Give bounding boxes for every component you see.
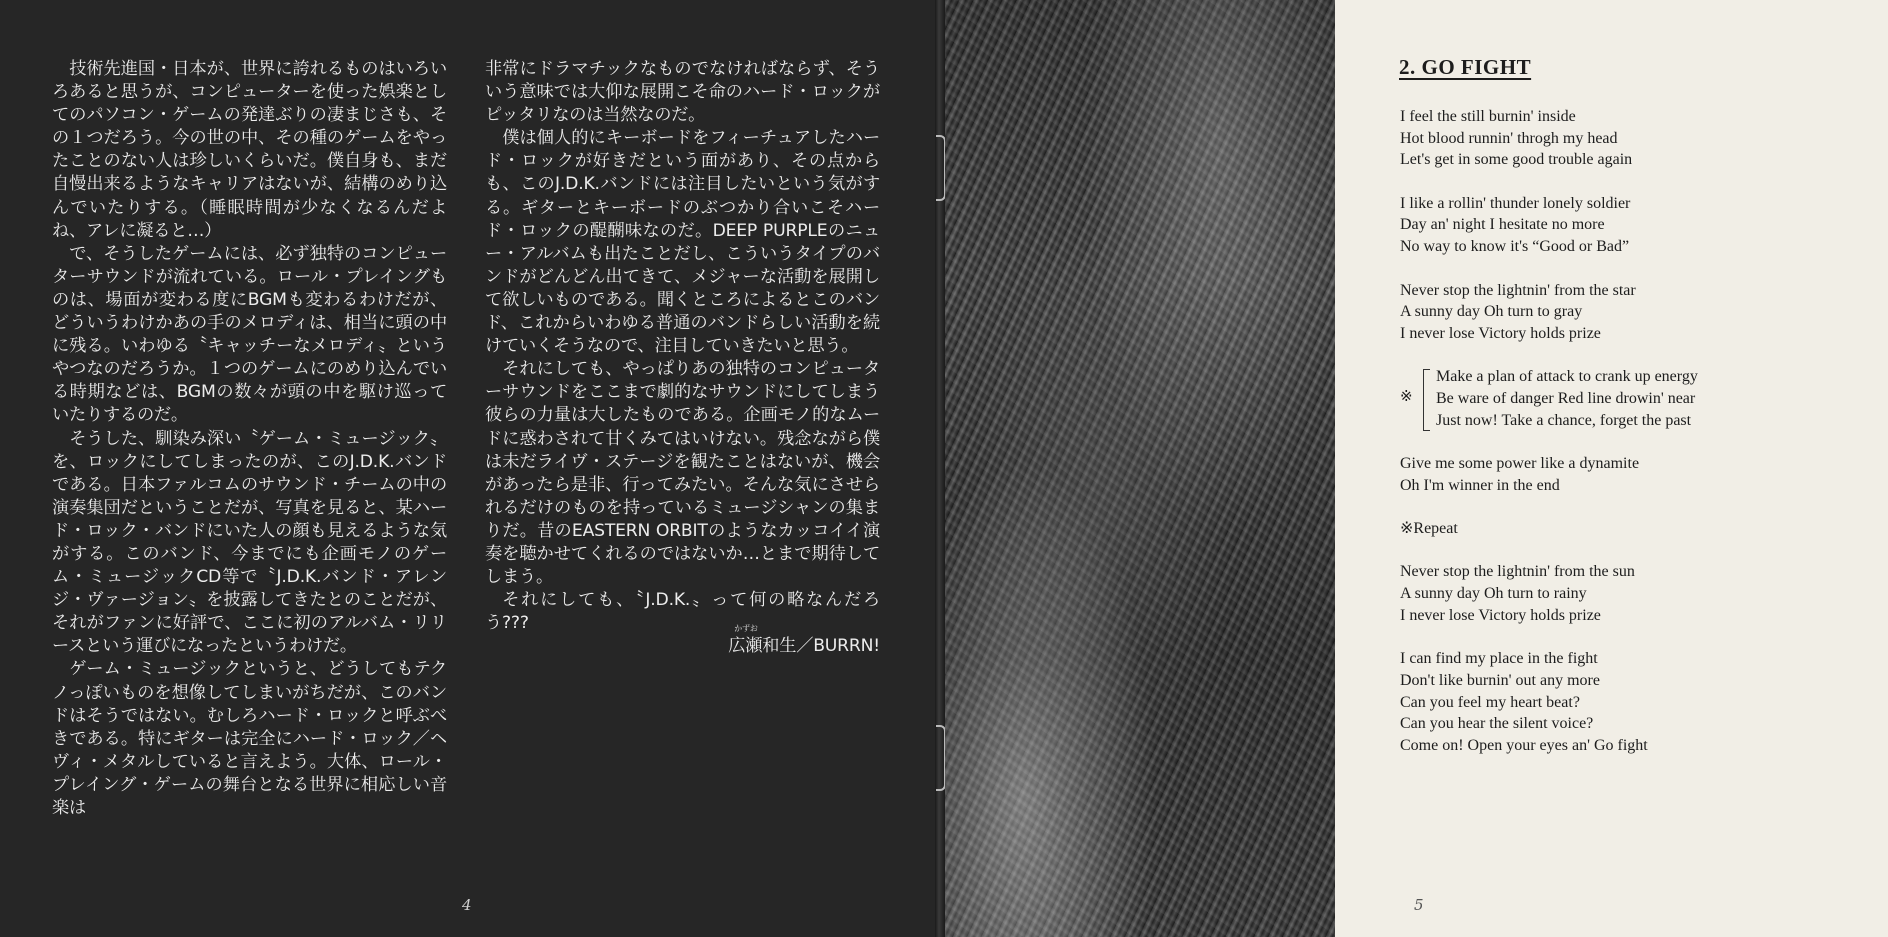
paragraph: 非常にドラマチックなものでなければならず、そういう意味では大仰な展開こそ命のハード・ロックがピッタリなのは当然なのだ。 [485, 59, 880, 126]
lyric-line: Never stop the lightnin' from the sun [1400, 563, 1635, 581]
liner-notes-column-2 [485, 58, 880, 658]
lyric-line: I like a rollin' thunder lonely soldier [1400, 194, 1631, 212]
chorus-block [1400, 366, 1870, 431]
lyric-line: Don't like burnin' out any more [1400, 671, 1600, 689]
chorus-bracket [1423, 369, 1430, 431]
author-name [711, 624, 797, 658]
paragraph: そうした、馴染み深い〝ゲーム・ミュージック〟を、ロックにしてしまったのが、このJ.D.K.バンドである。日本ファルコムのサウンド・チームの中の演奏集団だということだが、写真を見ると、某ハード・ロック・バンドにいた人の顔も見えるような気がする。このバンド、今までにも企画モノのゲーム・ミュージックCD等で〝J.D.K.バンド・アレンジ・ヴァージョン〟を披露してきたとのことだが、それがファンに好評で、ここに初のアルバム・リリースという運びになったというわけだ。 [52, 428, 447, 657]
author-signature [485, 624, 880, 658]
liner-notes-column-1 [52, 58, 447, 820]
paragraph: それにしても、やっぱりあの独特のコンピューターサウンドをここまで劇的なサウンドにしてしまう彼らの力量は大したものである。企画モノ的なムードに惑わされて甘くみてはいけない。残念ながら僕は未だライヴ・ステージを観たことはないが、機会があったら是非、行ってみたい。そんな気にさせられるだけのものを持っているミュージシャンの集まりだ。昔のEASTERN ORBITのようなカッコイイ演奏を聴かせてくれるのではないか…とまで期待してしまう。 [485, 359, 880, 588]
lyric-line: Hot blood runnin' throgh my head [1400, 129, 1618, 147]
lyric-line: A sunny day Oh turn to gray [1400, 303, 1583, 321]
paragraph: ゲーム・ミュージックというと、どうしてもテクノっぽいものを想像してしまいがちだが、このバンドはそうではない。むしろハード・ロックと呼ぶべきである。特にギターは完全にハード・ロック／ヘヴィ・メタルしていると言えよう。大体、ロール・プレイング・ゲームの舞台となる世界に相応しい音楽は [52, 659, 447, 818]
paragraph: 僕は個人的にキーボードをフィーチュアしたハード・ロックが好きだという面があり、その点からも、このJ.D.K.バンドには注目したいという気がする。ギターとキーボードのぶつかり合いこそハード・ロックの醍醐味なのだ。DEEP PURPLEのニュー・アルバムも出たことだし、こういうタイプのバンドがどんどん出てきて、メジャーな活動を展開して欲しいものである。聞くところによるとこのバンド、これからいわゆる普通のバンドらしい活動を続けていくそうなので、注目していきたいと思う。 [485, 128, 880, 357]
chorus-line: Make a plan of attack to crank up energy [1436, 368, 1698, 386]
lyric-line: I never lose Victory holds prize [1400, 324, 1601, 342]
lyric-line: Can you hear the silent voice? [1400, 715, 1594, 733]
lyric-line: Day an' night I hesitate no more [1400, 216, 1605, 234]
lyric-line: I can find my place in the fight [1400, 650, 1598, 668]
author-publication: ／BURRN! [796, 636, 880, 657]
paragraph: で、そうしたゲームには、必ず独特のコンピューターサウンドが流れている。ロール・プレイングものは、場面が変わる度にBGMも変わるわけだが、どういうわけかあの手のメロディは、相当に頭の中に残る。いわゆる〝キャッチーなメロディ〟というやつなのだろうか。１つのゲームにのめり込んでいる時期などは、BGMの数々が頭の中を駆け巡っていたりするのだ。 [52, 243, 447, 426]
lyric-line: I feel the still burnin' inside [1400, 108, 1576, 125]
lyric-line: I never lose Victory holds prize [1400, 606, 1601, 624]
lyrics-block [1400, 106, 1870, 757]
left-page-liner-notes [0, 0, 935, 937]
chorus-line: Be ware of danger Red line drowin' near [1436, 389, 1696, 407]
lyric-line: Can you feel my heart beat? [1400, 693, 1580, 711]
lyric-line: Let's get in some good trouble again [1400, 151, 1633, 169]
lyric-line: No way to know it's “Good or Bad” [1400, 238, 1630, 256]
paragraph: 技術先進国・日本が、世界に誇れるものはいろいろあると思うが、コンピューターを使った娯楽としてのパソコン・ゲームの発達ぶりの凄まじさも、その１つだろう。今の世の中、その種のゲームをやったことのない人は珍しいくらいだ。僕自身も、まだ自慢出来るようなキャリアはないが、結構のめり込んでいたりする。（睡眠時間が少なくなるんだよね、アレに凝ると…） [52, 59, 447, 241]
page-number-right: 5 [1414, 896, 1424, 914]
paragraph: それにしても、〝J.D.K.〟って何の略なんだろう??? [485, 590, 880, 634]
lyric-line: Give me some power like a dynamite [1400, 455, 1640, 472]
song-title: 2. GO FIGHT [1399, 55, 1532, 79]
lyric-line: Never stop the lightnin' from the star [1400, 281, 1636, 299]
author-name-text: 広瀬和生 [728, 636, 797, 657]
lyric-line: Come on! Open your eyes an' Go fight [1400, 736, 1648, 754]
chorus-mark: ※ [1400, 389, 1413, 406]
author-name-ruby: かずお [734, 624, 758, 634]
page-number-left: 4 [462, 896, 472, 914]
repeat-marker: ※Repeat [1400, 520, 1458, 538]
lyric-line: A sunny day Oh turn to rainy [1400, 585, 1587, 603]
chorus-line: Just now! Take a chance, forget the past [1436, 411, 1692, 429]
lyric-line: Oh I'm winner in the end [1400, 476, 1560, 494]
right-page-lyrics [1335, 0, 1888, 937]
artwork-texture-overlay [945, 0, 1335, 937]
